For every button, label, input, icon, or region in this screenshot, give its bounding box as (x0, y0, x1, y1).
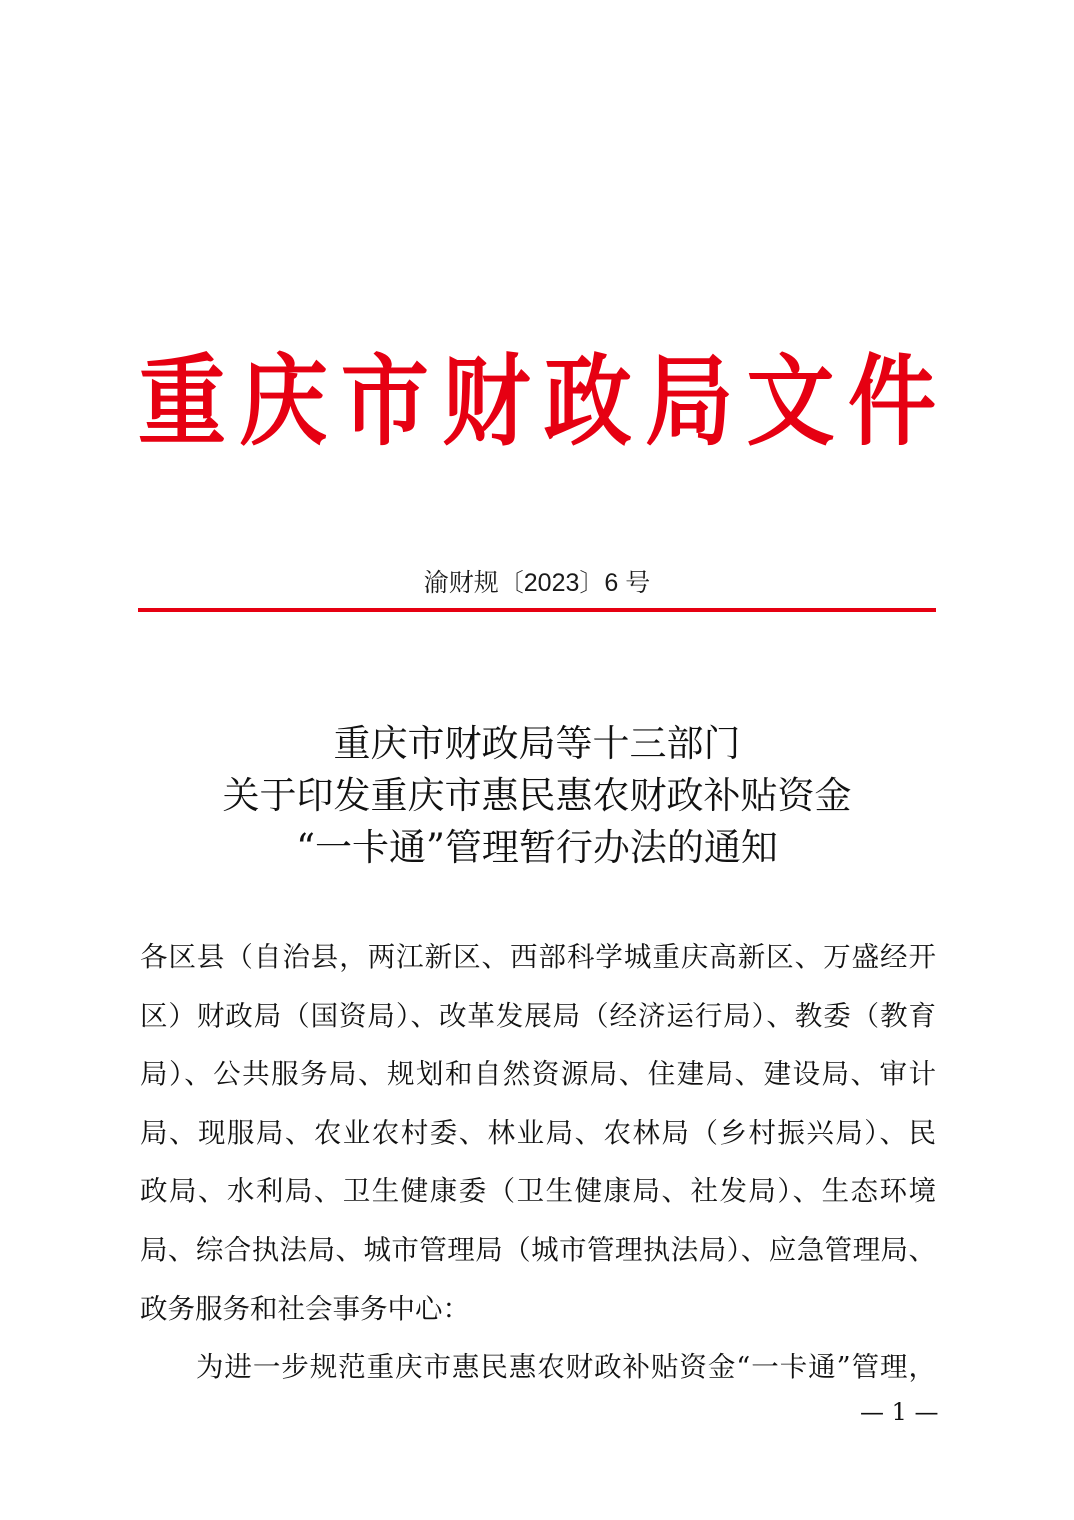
page-number: — 1 — (860, 1398, 939, 1426)
red-separator-rule (138, 608, 936, 612)
masthead-char: 市 (340, 342, 429, 460)
document-number: 渝财规〔2023〕6 号 (423, 569, 651, 597)
document-title (0, 718, 1074, 874)
masthead-char: 政 (543, 342, 632, 460)
title-line: 重庆市财政局等十三部门 (333, 722, 741, 765)
title-line: 关于印发重庆市惠民惠农财政补贴资金 (222, 774, 852, 817)
addressee-line: 政务服务和社会事务中心： (140, 1292, 470, 1325)
addressee-line: 各区县（自治县，两江新区、西部科学城重庆高新区、万盛经开 (140, 941, 936, 973)
addressee-line: 政局、水利局、卫生健康委（卫生健康局、社发局）、生态环境 (140, 1175, 936, 1208)
addressee-line: 局）、公共服务局、规划和自然资源局、住建局、建设局、审计 (140, 1058, 936, 1091)
masthead-char: 财 (442, 342, 531, 460)
masthead-char: 件 (847, 342, 936, 460)
masthead-char: 文 (746, 342, 835, 460)
document-body (140, 928, 936, 1397)
paragraph-line: 为进一步规范重庆市惠民惠农财政补贴资金“一卡通”管理， (196, 1351, 936, 1384)
masthead-char: 局 (645, 342, 734, 460)
addressee-line: 局、现服局、农业农村委、林业局、农林局（乡村振兴局）、民 (140, 1116, 936, 1149)
masthead-char: 重 (138, 342, 227, 460)
addressee-line: 区）财政局（国资局）、改革发展局（经济运行局）、教委（教育 (140, 999, 936, 1032)
addressee-line: 局、综合执法局、城市管理局（城市管理执法局）、应急管理局、 (140, 1233, 936, 1266)
masthead-title (138, 342, 936, 460)
masthead-char: 庆 (239, 342, 328, 460)
title-line: “一卡通”管理暂行办法的通知 (296, 826, 778, 869)
